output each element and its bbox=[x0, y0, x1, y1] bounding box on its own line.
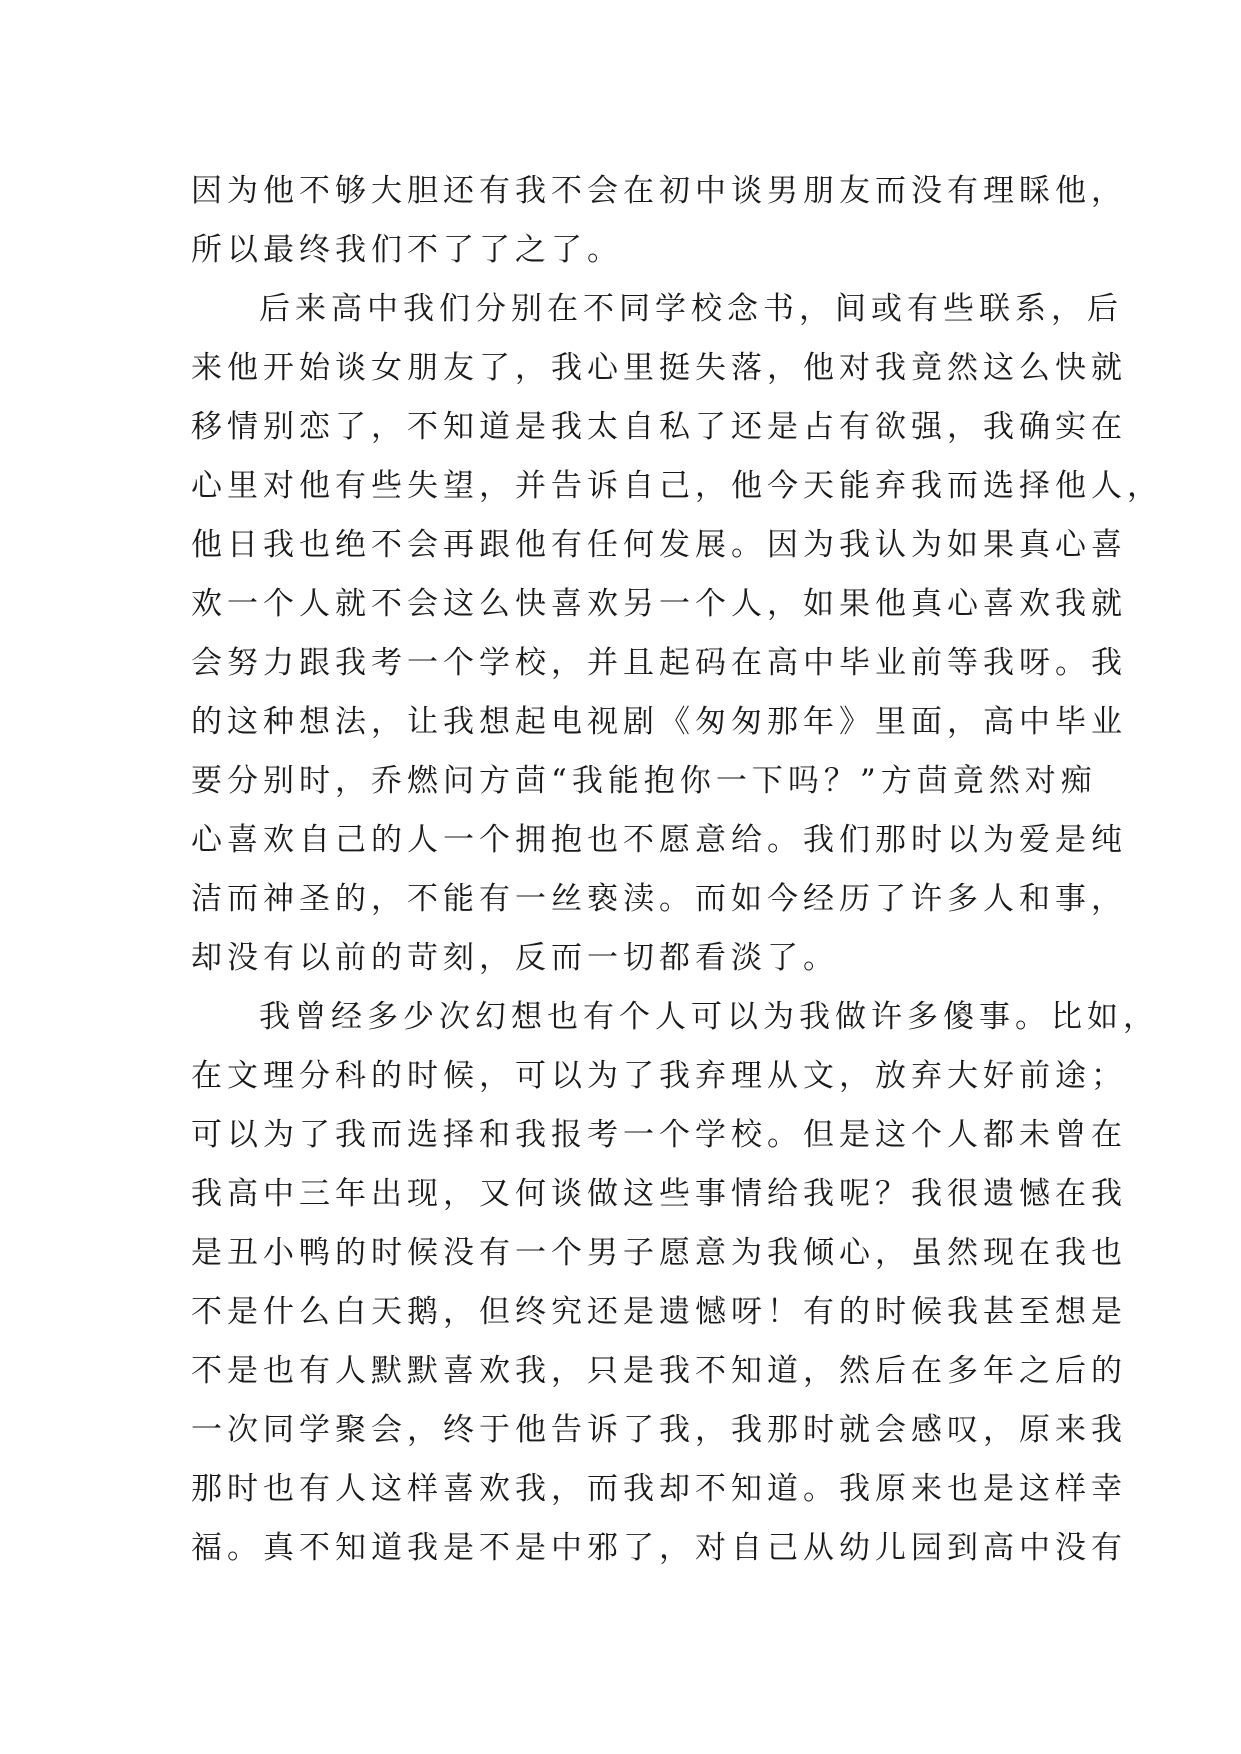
text-line: 洁而神圣的，不能有一丝亵渎。而如今经历了许多人和事， bbox=[191, 881, 1127, 917]
paragraph-1 bbox=[191, 162, 1127, 280]
text-line: 所以最终我们不了了之了。 bbox=[191, 232, 623, 268]
text-line: 的这种想法，让我想起电视剧《匆匆那年》里面，高中毕业 bbox=[191, 704, 1127, 740]
text-line: 后来高中我们分别在不同学校念书，间或有些联系，后 bbox=[259, 291, 1123, 327]
text-line: 是丑小鸭的时候没有一个男子愿意为我倾心，虽然现在我也 bbox=[191, 1235, 1127, 1271]
paragraph-3 bbox=[191, 988, 1159, 1578]
text-line: 会努力跟我考一个学校，并且起码在高中毕业前等我呀。我 bbox=[191, 645, 1127, 681]
text-line: 我曾经多少次幻想也有个人可以为我做许多傻事。比如， bbox=[259, 999, 1159, 1035]
text-line: 欢一个人就不会这么快喜欢另一个人，如果他真心喜欢我就 bbox=[191, 586, 1127, 622]
text-line: 不是什么白天鹅，但终究还是遗憾呀！有的时候我甚至想是 bbox=[191, 1294, 1127, 1330]
text-line: 他日我也绝不会再跟他有任何发展。因为我认为如果真心喜 bbox=[191, 527, 1127, 563]
text-line: 福。真不知道我是不是中邪了，对自己从幼儿园到高中没有 bbox=[191, 1530, 1127, 1566]
paragraph-2 bbox=[191, 280, 1163, 988]
text-line: 因为他不够大胆还有我不会在初中谈男朋友而没有理睬他， bbox=[191, 173, 1127, 209]
text-line: 在文理分科的时候，可以为了我弃理从文，放弃大好前途； bbox=[191, 1058, 1127, 1094]
text-line: 那时也有人这样喜欢我，而我却不知道。我原来也是这样幸 bbox=[191, 1471, 1127, 1507]
text-line: 心里对他有些失望，并告诉自己，他今天能弃我而选择他人， bbox=[191, 468, 1163, 504]
text-line: 心喜欢自己的人一个拥抱也不愿意给。我们那时以为爱是纯 bbox=[191, 822, 1127, 858]
text-line: 移情别恋了，不知道是我太自私了还是占有欲强，我确实在 bbox=[191, 409, 1127, 445]
text-line: 来他开始谈女朋友了，我心里挺失落，他对我竟然这么快就 bbox=[191, 350, 1127, 386]
text-line: 要分别时，乔燃问方茴“我能抱你一下吗？”方茴竟然对痴 bbox=[191, 763, 1097, 799]
text-line: 我高中三年出现，又何谈做这些事情给我呢？我很遗憾在我 bbox=[191, 1176, 1127, 1212]
text-line: 可以为了我而选择和我报考一个学校。但是这个人都未曾在 bbox=[191, 1117, 1127, 1153]
document-body bbox=[191, 162, 1163, 1578]
text-line: 不是也有人默默喜欢我，只是我不知道，然后在多年之后的 bbox=[191, 1353, 1127, 1389]
text-line: 一次同学聚会，终于他告诉了我，我那时就会感叹，原来我 bbox=[191, 1412, 1127, 1448]
text-line: 却没有以前的苛刻，反而一切都看淡了。 bbox=[191, 940, 839, 976]
